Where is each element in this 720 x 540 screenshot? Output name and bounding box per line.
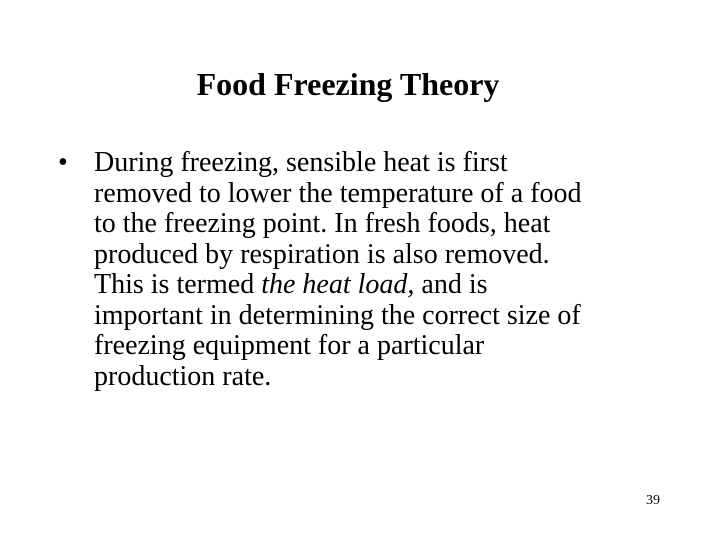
bullet-list — [58, 148, 658, 392]
bullet-text-line-3: to the freezing point. In fresh foods, heat — [94, 208, 551, 239]
slide-title: Food Freezing Theory — [196, 66, 500, 102]
bullet-item — [58, 148, 658, 392]
bullet-text-line-4: produced by respiration is also removed. — [94, 238, 550, 270]
bullet-text-line-8: production rate. — [94, 360, 272, 392]
bullet-text-line-5-before: This is termed — [94, 269, 262, 300]
bullet-text-line-5-after: and is — [414, 269, 488, 300]
bullet-text-line-5 — [94, 270, 658, 301]
heat-load-emphasis: the heat load, — [261, 269, 415, 300]
bullet-text-line-1: During freezing, sensible heat is first — [94, 147, 508, 178]
bullet-text-line-7: freezing equipment for a particular — [94, 330, 485, 361]
bullet-text-line-2: removed to lower the temperature of a food — [94, 177, 582, 209]
bullet-text-line-6: important in determining the correct size of — [94, 299, 581, 331]
bullet-icon: • — [58, 147, 68, 178]
slide-number: 39 — [646, 493, 660, 508]
